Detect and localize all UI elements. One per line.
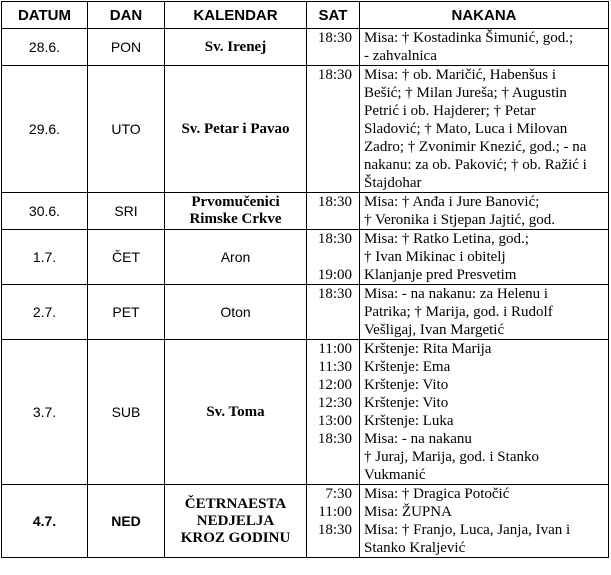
day-cell: SUB: [88, 340, 165, 485]
calendar-line: Aron: [220, 249, 251, 265]
intention-line: Bešić; † Milan Jureša; † Augustin: [364, 85, 567, 101]
time-line: 11:00: [318, 504, 352, 520]
intention-cell: [360, 485, 609, 558]
time-cell: [307, 285, 360, 340]
intention-line: Misa: ŽUPNA: [364, 504, 452, 520]
time-cell: [307, 230, 360, 285]
calendar-line: Prvomučenici: [191, 194, 280, 210]
time-cell: [307, 66, 360, 193]
schedule-row: [2, 340, 609, 485]
intention-line: Petrić i ob. Hajderer; † Petar: [364, 103, 536, 119]
mass-schedule-table: [1, 1, 609, 558]
schedule-row: [2, 230, 609, 285]
intention-cell: [360, 193, 609, 230]
time-line: [307, 138, 359, 156]
time-line: [307, 47, 359, 65]
intention-line: nakanu: za ob. Paković; † ob. Ražić i: [364, 157, 587, 173]
date-cell: 28.6.: [2, 29, 88, 66]
schedule-row: [2, 285, 609, 340]
intention-line: Krštenje: Luka: [364, 413, 454, 429]
intention-line: † Juraj, Marija, god. i Stanko: [364, 449, 539, 465]
calendar-cell: [165, 340, 307, 485]
time-line: [307, 539, 359, 557]
header-dan: DAN: [88, 2, 165, 29]
schedule-row: [2, 485, 609, 558]
time-cell: [307, 340, 360, 485]
intention-line: Patrika; † Marija, god. i Rudolf: [364, 304, 553, 320]
time-line: 18:30: [317, 231, 352, 247]
calendar-cell: [165, 66, 307, 193]
calendar-line: Sv. Irenej: [204, 38, 267, 55]
time-line: [307, 211, 359, 229]
calendar-line: KROZ GODINU: [180, 529, 291, 546]
time-line: [307, 321, 359, 339]
calendar-cell: [165, 285, 307, 340]
time-line: 11:30: [318, 359, 352, 375]
intention-line: Misa: - na nakanu: za Helenu i: [364, 286, 549, 302]
intention-cell: [360, 230, 609, 285]
day-cell: SRI: [88, 193, 165, 230]
date-cell: 30.6.: [2, 193, 88, 230]
time-line: 13:00: [317, 413, 352, 429]
intention-line: † Ivan Mikinac i obitelj: [364, 249, 506, 265]
intention-cell: [360, 29, 609, 66]
intention-line: † Veronika i Stjepan Jajtić, god.: [364, 212, 555, 228]
calendar-line: Rimske Crkve: [189, 211, 282, 227]
time-line: [307, 174, 359, 192]
intention-line: - zahvalnica: [364, 48, 437, 64]
intention-line: Vukmanić: [364, 467, 426, 483]
calendar-line: NEDJELJA: [196, 512, 275, 529]
calendar-cell: [165, 485, 307, 558]
schedule-row: [2, 193, 609, 230]
intention-line: Zadro; † Zvonimir Knezić, god.; - na: [364, 139, 587, 155]
intention-line: Misa: † Dragica Potočić: [364, 486, 510, 502]
intention-cell: [360, 285, 609, 340]
intention-line: Vešligaj, Ivan Margetić: [364, 322, 505, 338]
intention-line: Krštenje: Vito: [364, 395, 449, 411]
intention-line: Štajdohar: [364, 175, 422, 191]
time-line: [307, 120, 359, 138]
intention-cell: [360, 340, 609, 485]
intention-line: Klanjanje pred Presvetim: [364, 267, 517, 283]
header-sat: SAT: [307, 2, 360, 29]
header-kalendar: KALENDAR: [165, 2, 307, 29]
intention-line: Misa: † ob. Maričić, Habenšus i: [364, 67, 557, 83]
day-cell: NED: [88, 485, 165, 558]
intention-cell: [360, 66, 609, 193]
intention-line: Misa: † Franjo, Luca, Janja, Ivan i: [364, 522, 571, 538]
calendar-line: ČETRNAESTA: [184, 495, 287, 512]
header-datum: DATUM: [2, 2, 88, 29]
time-line: 18:30: [317, 194, 352, 210]
date-cell: 4.7.: [2, 485, 88, 558]
calendar-cell: [165, 230, 307, 285]
time-line: [307, 466, 359, 484]
time-cell: [307, 29, 360, 66]
calendar-line: Sv. Toma: [206, 403, 265, 420]
time-line: [307, 448, 359, 466]
intention-line: Misa: † Kostadinka Šimunić, god.;: [364, 30, 574, 46]
time-line: 18:30: [317, 30, 352, 46]
intention-line: Stanko Kraljević: [364, 540, 466, 556]
intention-line: Krštenje: Ema: [364, 359, 451, 375]
time-line: 12:30: [317, 395, 352, 411]
date-cell: 3.7.: [2, 340, 88, 485]
time-line: [307, 156, 359, 174]
time-line: [307, 248, 359, 266]
calendar-cell: [165, 193, 307, 230]
header-row: [2, 2, 609, 29]
date-cell: 1.7.: [2, 230, 88, 285]
day-cell: PET: [88, 285, 165, 340]
intention-line: Krštenje: Rita Marija: [364, 341, 492, 357]
time-line: 19:00: [317, 267, 352, 283]
intention-line: Misa: † Anđa i Jure Banović;: [364, 194, 540, 210]
time-line: 11:00: [318, 341, 352, 357]
time-cell: [307, 485, 360, 558]
date-cell: 2.7.: [2, 285, 88, 340]
day-cell: PON: [88, 29, 165, 66]
intention-line: Krštenje: Vito: [364, 377, 449, 393]
intention-line: Misa: - na nakanu: [364, 431, 472, 447]
time-line: 18:30: [317, 522, 352, 538]
schedule-row: [2, 29, 609, 66]
intention-line: Misa: † Ratko Letina, god.;: [364, 231, 529, 247]
header-nakana: NAKANA: [360, 2, 609, 29]
time-line: [307, 303, 359, 321]
time-line: 18:30: [317, 431, 352, 447]
schedule-body: [2, 29, 609, 558]
time-line: 18:30: [317, 67, 352, 83]
time-line: 18:30: [317, 286, 352, 302]
time-line: [307, 84, 359, 102]
time-cell: [307, 193, 360, 230]
day-cell: ČET: [88, 230, 165, 285]
calendar-cell: [165, 29, 307, 66]
day-cell: UTO: [88, 66, 165, 193]
intention-line: Sladović; † Mato, Luca i Milovan: [364, 121, 568, 137]
time-line: 12:00: [317, 377, 352, 393]
schedule-row: [2, 66, 609, 193]
time-line: [307, 102, 359, 120]
calendar-line: Oton: [220, 304, 251, 320]
time-line: 7:30: [325, 486, 352, 502]
calendar-line: Sv. Petar i Pavao: [181, 120, 290, 137]
date-cell: 29.6.: [2, 66, 88, 193]
